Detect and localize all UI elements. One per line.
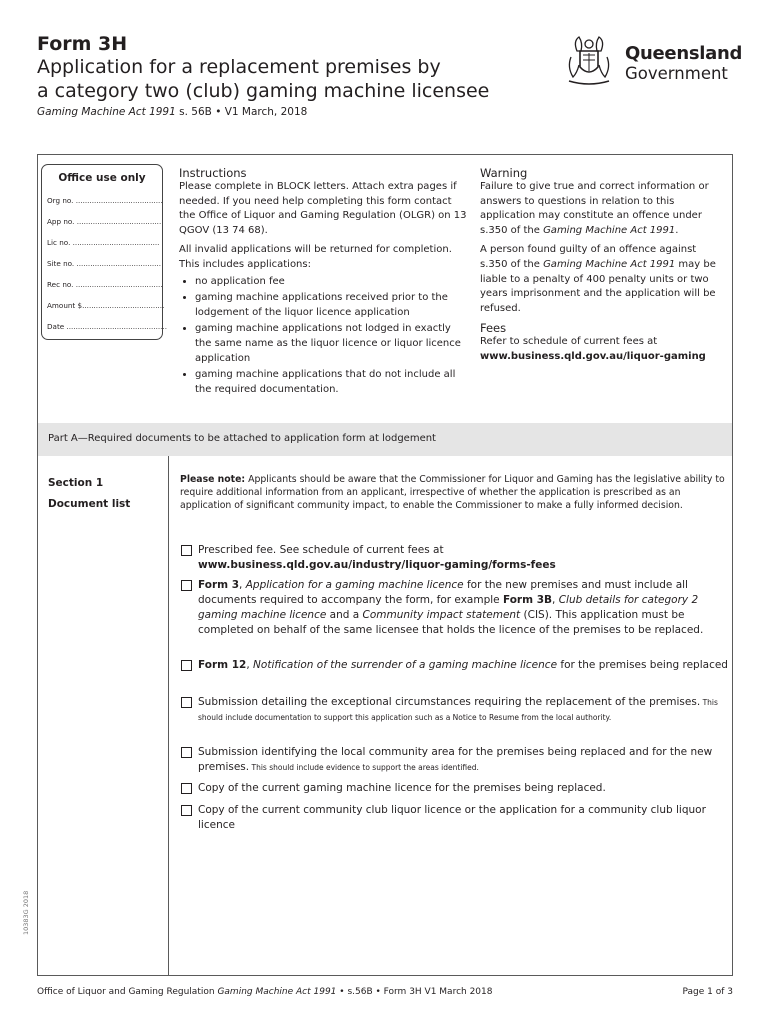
- section-title: Section 1: [48, 477, 104, 489]
- list-item: • gaming machine applications received prior to the lodgement of the liquor licence application: [195, 291, 469, 320]
- form-code: 10383G 2018: [22, 890, 30, 935]
- office-field-amount: Amount $....................................: [47, 301, 165, 310]
- office-field-date: Date ............................................: [47, 322, 167, 331]
- page-number: Page 1 of 3: [682, 987, 733, 997]
- list-item: • gaming machine applications not lodged in exactly the same name as the liquor licence or liquor licence application: [195, 322, 469, 366]
- qld-government-logo: [563, 33, 743, 91]
- fees-heading: Fees: [480, 321, 507, 336]
- instructions-heading: Instructions: [179, 166, 247, 180]
- coat-of-arms-icon: [563, 33, 615, 89]
- act-reference: [37, 106, 307, 118]
- warning-section: [480, 166, 725, 365]
- section-1-heading: [48, 473, 130, 515]
- checkbox-exceptional-circumstances[interactable]: [181, 697, 192, 708]
- office-use-box: [41, 164, 167, 340]
- fees-forms-link[interactable]: www.business.qld.gov.au/industry/liquor-gaming/forms-fees: [198, 559, 556, 571]
- logo-text-government: Government: [625, 64, 728, 83]
- section-subtitle: Document list: [48, 498, 131, 510]
- list-item: • no application fee: [195, 275, 469, 290]
- checkbox-form-12[interactable]: [181, 660, 192, 671]
- checkbox-local-community[interactable]: [181, 747, 192, 758]
- office-field-org-no: Org no. ......................................: [47, 196, 163, 205]
- fees-link[interactable]: www.business.qld.gov.au/liquor-gaming: [480, 350, 706, 362]
- logo-text-queensland: Queensland: [625, 43, 743, 64]
- please-note: Please note: Applicants should be aware that the Commissioner for Liquor and Gaming has the legislative ability to require additional information from an applicant, irrespective of whether the application is prescribed as an application of significant community impact, to enable the Commissioner to make a fully informed decision.: [180, 474, 725, 512]
- title-line-1: Application for a replacement premises by: [37, 56, 441, 78]
- invalid-applications-text: All invalid applications will be returned for completion. This includes applications:: [179, 244, 452, 270]
- office-field-rec-no: Rec no. ......................................: [47, 280, 163, 289]
- office-field-app-no: App no. .....................................: [47, 217, 162, 226]
- column-divider: [168, 456, 169, 975]
- office-field-site-no: Site no. .....................................: [47, 259, 162, 268]
- warning-text-1: Failure to give true and correct information or answers to questions in relation to this application may constitute an offence under s.350 of the Gaming Machine Act 1991.: [480, 181, 709, 236]
- checklist-item-local-community: Submission identifying the local community area for the premises being replaced and for the new premises. This should include evidence to support the areas identified.: [181, 745, 729, 775]
- checklist-item-exceptional-circumstances: Submission detailing the exceptional circumstances requiring the replacement of the premises. This should include documentation to support this application such as a Notice to Resume from the local authority.: [181, 695, 729, 725]
- office-field-lic-no: Lic no. ......................................: [47, 238, 160, 247]
- checkbox-form-3[interactable]: [181, 580, 192, 591]
- checklist-item-form-3: Form 3, Application for a gaming machine licence for the new premises and must include all documents required to accompany the form, for example Form 3B, Club details for category 2 gaming machine licence and a Community impact statement (CIS). This application must be completed on behalf of the same licensee that holds the licence of the premises to be replaced.: [181, 578, 729, 638]
- title-line-2: a category two (club) gaming machine licensee: [37, 80, 490, 102]
- invalid-applications-list: [179, 275, 469, 398]
- checklist-item-club-liquor-licence-copy: Copy of the current community club liquor licence or the application for a community club liquor licence: [181, 803, 729, 833]
- page-title: [37, 55, 557, 103]
- instructions-text: Please complete in BLOCK letters. Attach extra pages if needed. If you need help completing this form contact the Office of Liquor and Gaming Regulation (OLGR) on 13 QGOV (13 74 68).: [179, 181, 467, 236]
- warning-heading: Warning: [480, 166, 528, 180]
- checklist-item-form-12: Form 12, Notification of the surrender of a gaming machine licence for the premises being replaced: [181, 658, 729, 673]
- fees-text: Refer to schedule of current fees at: [480, 336, 658, 348]
- act-name: Gaming Machine Act 1991: [37, 106, 176, 118]
- part-a-title: Part A—Required documents to be attached to application form at lodgement: [48, 433, 436, 444]
- office-use-title: Office use only: [58, 172, 146, 184]
- list-item: • gaming machine applications that do not include all the required documentation.: [195, 368, 469, 397]
- checklist-item-prescribed-fee: Prescribed fee. See schedule of current fees at www.business.qld.gov.au/industry/liquor-gaming/forms-fees: [181, 543, 729, 573]
- checkbox-gaming-licence-copy[interactable]: [181, 783, 192, 794]
- footer: Office of Liquor and Gaming Regulation Gaming Machine Act 1991 • s.56B • Form 3H V1 March 2018: [37, 987, 493, 997]
- checkbox-club-liquor-licence-copy[interactable]: [181, 805, 192, 816]
- form-number: Form 3H: [37, 33, 128, 55]
- instructions-section: [179, 166, 469, 399]
- part-a-banner: [38, 423, 732, 456]
- checklist-item-gaming-licence-copy: Copy of the current gaming machine licence for the premises being replaced.: [181, 781, 729, 796]
- checkbox-prescribed-fee[interactable]: [181, 545, 192, 556]
- act-section-version: s. 56B • V1 March, 2018: [179, 106, 308, 118]
- warning-text-2: A person found guilty of an offence against s.350 of the Gaming Machine Act 1991 may be liable to a penalty of 400 penalty units or two years imprisonment and the application will be refused.: [480, 244, 716, 314]
